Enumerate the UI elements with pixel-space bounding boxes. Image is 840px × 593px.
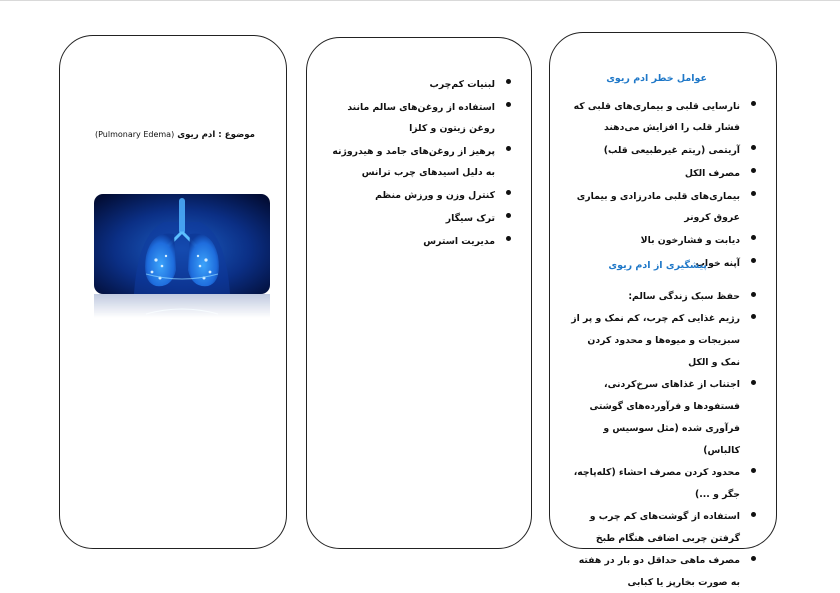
- list-item: لبنیات کم‌چرب: [327, 72, 495, 93]
- risk-factors-heading: عوامل خطر ادم ریوی: [606, 73, 707, 84]
- topic-title: [72, 130, 278, 140]
- brochure-panel-tips: [306, 37, 532, 549]
- list-item: آپنه خواب: [570, 251, 740, 272]
- brochure-panel-risk-prevention: [549, 32, 777, 588]
- list-item: ترک سیگار: [327, 206, 495, 227]
- prevention-heading: پیشگیری از ادم ریوی: [608, 260, 707, 271]
- list-item: آریتمی (ریتم غیرطبیعی قلب): [570, 138, 740, 159]
- tips-list: [327, 72, 495, 252]
- list-item: محدود کردن مصرف احشاء (کله‌پاچه، جگر و ...): [570, 460, 740, 504]
- list-item: کنترل وزن و ورزش منظم: [327, 183, 495, 204]
- list-item: بیماری‌های قلبی مادرزادی و بیماری عروق کرونر: [570, 184, 740, 226]
- list-item: رژیم غذایی کم چرب، کم نمک و پر از سبزیجات و میوه‌ها و محدود کردن نمک و الکل: [570, 306, 740, 372]
- lungs-illustration-icon: [94, 194, 270, 294]
- list-item: استفاده از گوشت‌های کم چرب و گرفتن چربی اضافی هنگام طبخ: [570, 504, 740, 548]
- topic-english: (Pulmonary Edema): [95, 130, 175, 139]
- lungs-image: [94, 194, 270, 294]
- list-item: اجتناب از غذاهای سرخ‌کردنی، فستفودها و فرآورده‌های گوشتی فرآوری شده (مثل سوسیس و کالباس): [570, 372, 740, 460]
- list-item: استفاده از روغن‌های سالم مانند روغن زیتون و کلزا: [327, 95, 495, 137]
- list-item: مصرف الکل: [570, 161, 740, 182]
- list-item: حفظ سبک زندگی سالم:: [570, 284, 740, 306]
- lungs-reflection-icon: [94, 294, 270, 318]
- list-item: مدیریت استرس: [327, 229, 495, 250]
- lungs-image-reflection: [94, 294, 270, 318]
- topic-label: موضوع : ادم ریوی: [177, 130, 255, 140]
- list-item: مصرف ماهی حداقل دو بار در هفته به صورت بخارپز یا کبابی: [570, 548, 740, 592]
- prevention-list: [570, 284, 740, 592]
- top-border-line: [0, 0, 840, 1]
- brochure-panel-cover: [59, 35, 287, 549]
- risk-factors-list: [570, 94, 740, 274]
- list-item: نارسایی قلبی و بیماری‌های قلبی که فشار قلب را افزایش می‌دهند: [570, 94, 740, 136]
- list-item: دیابت و فشارخون بالا: [570, 228, 740, 249]
- list-item: پرهیز از روغن‌های جامد و هیدروژنه به دلیل اسیدهای چرب ترانس: [327, 139, 495, 181]
